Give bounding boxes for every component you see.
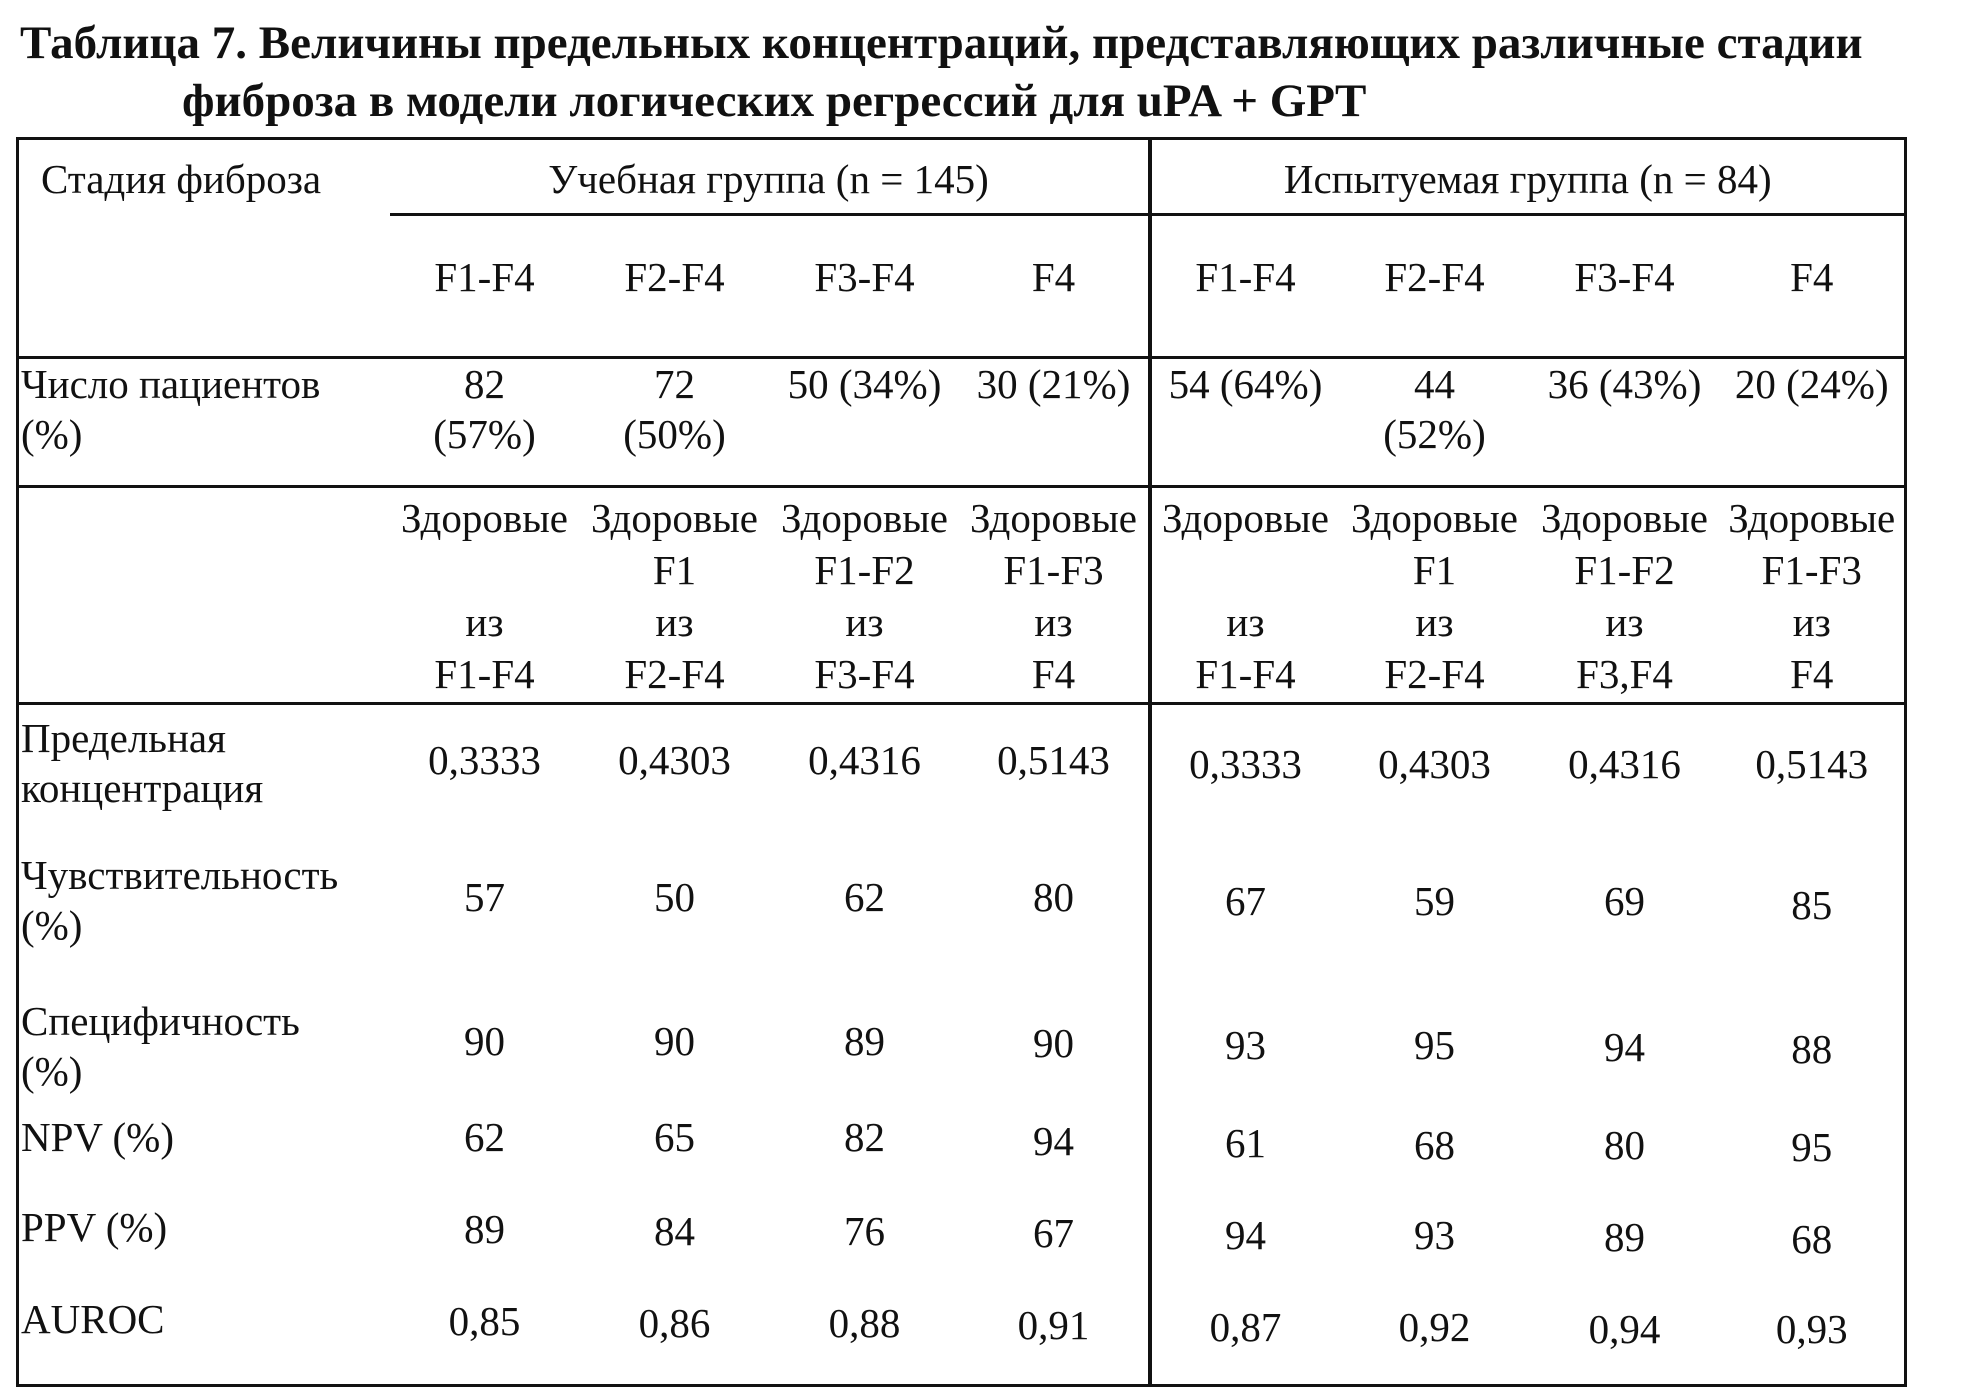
comp-line-a: Здоровые bbox=[781, 495, 948, 541]
comp-line-c: из bbox=[1034, 599, 1073, 645]
cell-line1: 54 (64%) bbox=[1168, 361, 1323, 407]
comparison-cell bbox=[1340, 487, 1530, 704]
stage-col-3: F3-F4 bbox=[814, 254, 915, 300]
comp-line-c: из bbox=[1415, 599, 1454, 645]
comp-line-a: Здоровые bbox=[401, 495, 568, 541]
row-label-threshold bbox=[18, 704, 390, 850]
table-cell: 80 bbox=[960, 850, 1150, 996]
cell-line1: 30 (21%) bbox=[976, 361, 1131, 407]
table-cell: 0,5143 bbox=[1720, 704, 1906, 850]
comparison-cell bbox=[960, 487, 1150, 704]
comp-line-c: из bbox=[1605, 599, 1644, 645]
comp-line-a: Здоровые bbox=[970, 495, 1137, 541]
table-row-comparisons bbox=[18, 487, 1906, 704]
comp-line-d: F4 bbox=[1031, 651, 1076, 697]
stage-col-8: F4 bbox=[1790, 254, 1834, 300]
group-train-label: Учебная группа (n = 145) bbox=[548, 156, 989, 202]
table-cell: 82 bbox=[844, 1113, 885, 1160]
table-cell: 94 bbox=[960, 1110, 1150, 1202]
comp-line-d: F2-F4 bbox=[624, 651, 725, 697]
caption-line-1: Таблица 7. Величины предельных концентраций, представляющих различные стадии bbox=[20, 17, 1863, 69]
comp-line-d: F2-F4 bbox=[1384, 651, 1485, 697]
table-cell: 0,4303 bbox=[1340, 704, 1530, 850]
group-test-header bbox=[1150, 139, 1906, 213]
row-label-specificity bbox=[18, 996, 390, 1110]
table-cell: 0,3333 bbox=[1150, 704, 1340, 850]
table-row-patients bbox=[18, 358, 1906, 487]
patients-cell bbox=[390, 358, 580, 487]
comp-line-b: F1-F3 bbox=[1761, 547, 1862, 593]
table-cell: 93 bbox=[1225, 1021, 1266, 1068]
cell-line1: 82 bbox=[464, 361, 505, 407]
stage-col-7: F3-F4 bbox=[1574, 254, 1675, 300]
table-cell: 0,85 bbox=[448, 1297, 521, 1344]
cell-line1: 72 bbox=[654, 361, 695, 407]
table-row-auroc bbox=[18, 1294, 1906, 1386]
cell-line1: 20 (24%) bbox=[1734, 361, 1889, 407]
row-label-line1: Чувствительность bbox=[21, 851, 339, 898]
table-cell: 68 bbox=[1414, 1121, 1455, 1168]
table-cell: 65 bbox=[654, 1113, 695, 1160]
row-label-line2: концентрация bbox=[21, 765, 264, 811]
table-cell: 62 bbox=[464, 1113, 505, 1160]
patients-cell bbox=[770, 358, 960, 487]
table-cell: 84 bbox=[654, 1207, 695, 1254]
comp-line-a: Здоровые bbox=[1541, 495, 1708, 541]
header-row-groups bbox=[18, 139, 1906, 213]
comp-line-b: F1-F2 bbox=[1574, 547, 1675, 593]
table-cell: 80 bbox=[1604, 1121, 1645, 1168]
table-row-sensitivity bbox=[18, 850, 1906, 996]
stage-col-2: F2-F4 bbox=[624, 254, 725, 300]
table-cell: 0,86 bbox=[638, 1299, 711, 1346]
comparison-cell bbox=[580, 487, 770, 704]
table-cell: 0,3333 bbox=[390, 704, 580, 850]
row-label-ppv: PPV (%) bbox=[21, 1203, 168, 1250]
group-test-label: Испытуемая группа (n = 84) bbox=[1283, 156, 1772, 202]
comp-line-c: из bbox=[845, 599, 884, 645]
row-label-sensitivity bbox=[18, 850, 390, 996]
table-cell: 94 bbox=[1604, 1023, 1645, 1070]
caption-line-2: фиброза в модели логических регрессий для uPA + GPT bbox=[182, 75, 1367, 127]
stage-col-4: F4 bbox=[960, 212, 1150, 358]
row-label-auroc: AUROC bbox=[21, 1295, 165, 1342]
table-row-npv bbox=[18, 1110, 1906, 1202]
comparison-cell bbox=[1720, 487, 1906, 704]
table-cell: 0,5143 bbox=[960, 704, 1150, 850]
table-cell: 68 bbox=[1791, 1215, 1833, 1262]
comp-line-d: F3-F4 bbox=[814, 651, 915, 697]
cell-line2: (57%) bbox=[433, 411, 536, 457]
patients-cell bbox=[580, 358, 770, 487]
table-cell: 0,4316 bbox=[770, 704, 960, 850]
stage-header: Стадия фиброза bbox=[41, 156, 322, 202]
comp-line-d: F1-F4 bbox=[434, 651, 535, 697]
table-cell: 89 bbox=[844, 1017, 885, 1064]
table-cell: 57 bbox=[464, 873, 505, 920]
table-row-ppv bbox=[18, 1202, 1906, 1294]
comp-line-b bbox=[390, 544, 580, 596]
cell-line2: (50%) bbox=[623, 411, 726, 457]
row-label-line1: Предельная bbox=[21, 715, 226, 761]
table-cell: 59 bbox=[1414, 877, 1455, 924]
patients-cell bbox=[1340, 358, 1530, 487]
comp-line-c: из bbox=[465, 599, 504, 645]
table-cell: 85 bbox=[1791, 881, 1833, 928]
table-cell: 95 bbox=[1414, 1021, 1455, 1068]
comp-line-c: из bbox=[1226, 599, 1265, 645]
comp-line-d: F3,F4 bbox=[1576, 651, 1673, 697]
comp-line-a: Здоровые bbox=[1351, 495, 1518, 541]
table-cell: 76 bbox=[844, 1207, 885, 1254]
cell-line1: 50 (34%) bbox=[787, 361, 942, 407]
table-row-specificity bbox=[18, 996, 1906, 1110]
comp-line-b bbox=[1152, 544, 1340, 596]
table-cell: 0,92 bbox=[1398, 1303, 1471, 1350]
row-label-line2: (%) bbox=[21, 901, 83, 948]
comp-line-b: F1-F2 bbox=[814, 547, 915, 593]
comparison-cell bbox=[390, 487, 580, 704]
cell-line1: 44 bbox=[1414, 361, 1455, 407]
comp-line-a: Здоровые bbox=[591, 495, 758, 541]
stage-col-1: F1-F4 bbox=[434, 254, 535, 300]
table-cell: 94 bbox=[1225, 1211, 1266, 1258]
table-cell: 95 bbox=[1791, 1123, 1833, 1170]
stage-col-6: F2-F4 bbox=[1384, 254, 1485, 300]
table-cell: 67 bbox=[1225, 877, 1266, 924]
table-cell: 0,94 bbox=[1588, 1305, 1661, 1352]
cell-line1: 36 (43%) bbox=[1547, 361, 1702, 407]
comp-line-c: из bbox=[655, 599, 694, 645]
patients-cell bbox=[1150, 358, 1340, 487]
row-label-comparisons bbox=[18, 487, 390, 704]
row-label-line1: Специфичность bbox=[21, 997, 300, 1044]
table-cell: 0,4303 bbox=[580, 704, 770, 850]
row-label-line1: Число пациентов bbox=[21, 361, 321, 407]
comparison-cell bbox=[1150, 487, 1340, 704]
comp-line-a: Здоровые bbox=[1728, 495, 1896, 541]
table-cell: 67 bbox=[960, 1202, 1150, 1294]
comp-line-b: F1 bbox=[1412, 547, 1457, 593]
table-row-threshold bbox=[18, 704, 1906, 850]
row-label-line2: (%) bbox=[21, 1047, 83, 1094]
comp-line-b: F1 bbox=[652, 547, 697, 593]
comp-line-d: F1-F4 bbox=[1195, 651, 1296, 697]
table-container bbox=[16, 137, 1904, 1365]
table-cell: 88 bbox=[1791, 1025, 1833, 1072]
table-cell: 0,91 bbox=[960, 1294, 1150, 1386]
comp-line-a: Здоровые bbox=[1162, 495, 1329, 541]
row-label-npv: NPV (%) bbox=[21, 1113, 174, 1160]
table-cell: 89 bbox=[1604, 1213, 1645, 1260]
stage-col-5: F1-F4 bbox=[1195, 254, 1296, 300]
table-cell: 50 bbox=[654, 873, 695, 920]
group-train-header bbox=[390, 139, 1150, 213]
table-cell: 90 bbox=[654, 1017, 695, 1064]
row-label-line2: (%) bbox=[21, 411, 83, 457]
table-cell: 0,93 bbox=[1775, 1305, 1848, 1352]
row-label-patients bbox=[18, 358, 390, 487]
comparison-cell bbox=[770, 487, 960, 704]
patients-cell bbox=[1720, 358, 1906, 487]
comparison-cell bbox=[1530, 487, 1720, 704]
table-cell: 0,87 bbox=[1209, 1303, 1282, 1350]
table-cell: 89 bbox=[464, 1205, 505, 1252]
table-cell: 90 bbox=[960, 996, 1150, 1110]
results-table bbox=[16, 137, 1907, 1387]
table-cell: 0,88 bbox=[828, 1299, 901, 1346]
cell-line2: (52%) bbox=[1383, 411, 1486, 457]
patients-cell bbox=[960, 358, 1150, 487]
comp-line-d: F4 bbox=[1790, 651, 1834, 697]
table-cell: 69 bbox=[1604, 877, 1645, 924]
table-cell: 61 bbox=[1225, 1119, 1266, 1166]
comp-line-b: F1-F3 bbox=[1003, 547, 1104, 593]
comp-line-c: из bbox=[1792, 599, 1831, 645]
table-cell: 90 bbox=[464, 1017, 505, 1064]
table-cell: 0,4316 bbox=[1530, 704, 1720, 850]
table-cell: 93 bbox=[1414, 1211, 1455, 1258]
table-cell: 62 bbox=[844, 873, 885, 920]
patients-cell bbox=[1530, 358, 1720, 487]
table-caption bbox=[20, 14, 1960, 130]
